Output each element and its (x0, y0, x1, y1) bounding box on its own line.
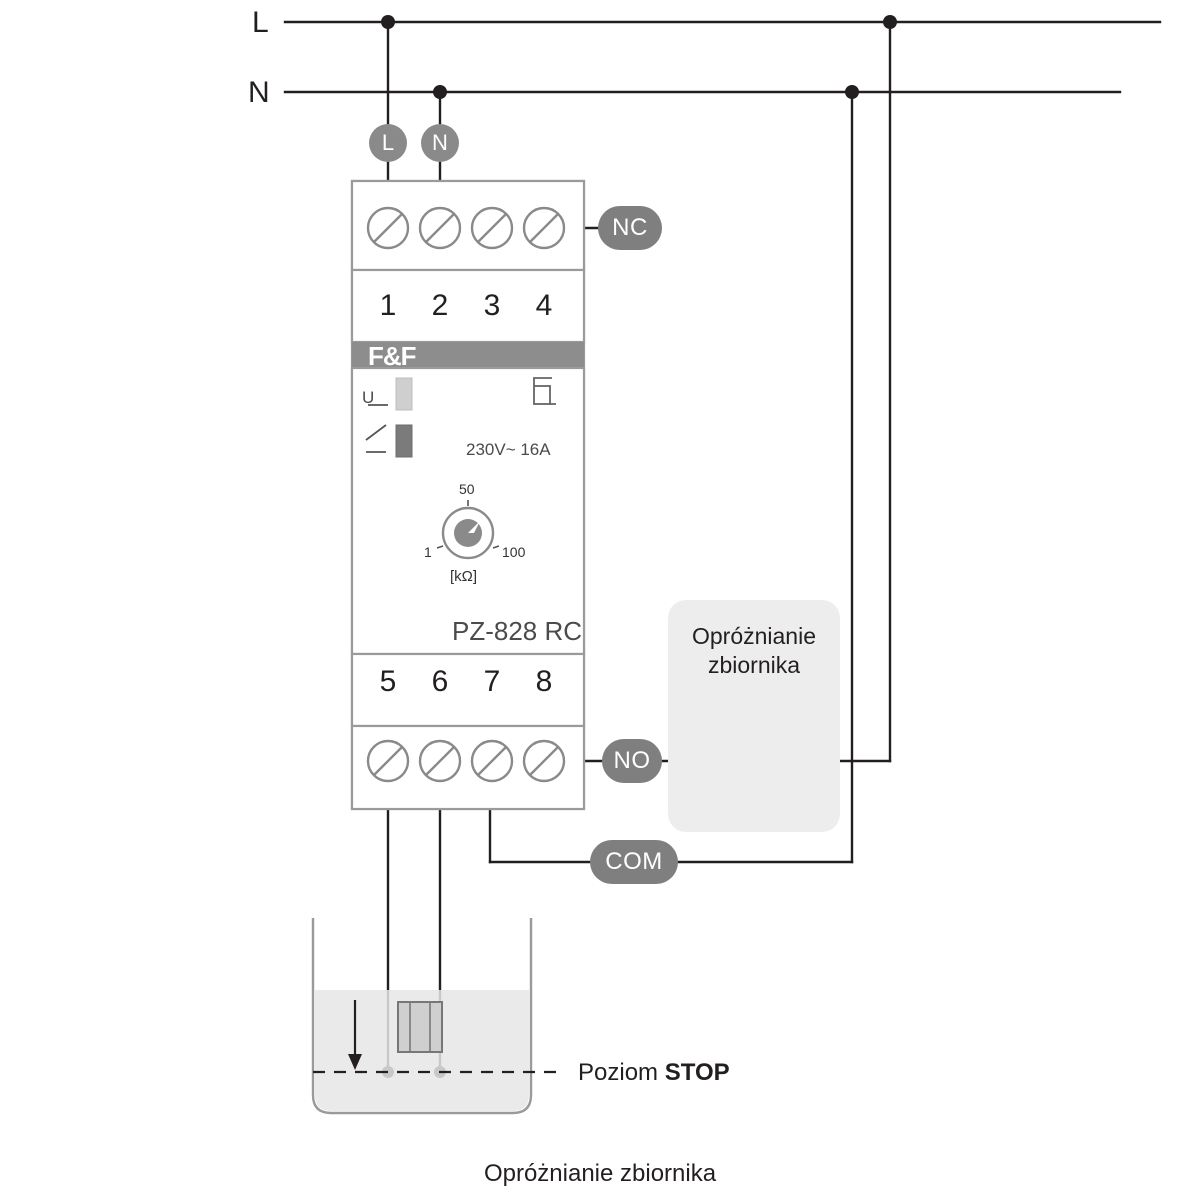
device-model: PZ-828 RC (452, 616, 583, 646)
knob-scale-left: 1 (424, 544, 432, 560)
rail-label-l: L (252, 6, 269, 39)
brand-logo: F&F (368, 341, 416, 371)
tank-graphic (313, 918, 556, 1113)
dot-n-drop (433, 85, 447, 99)
supply-terminal-l: L (369, 124, 407, 162)
knob-scale-top: 50 (459, 481, 475, 497)
stop-level-strong: STOP (664, 1059, 730, 1086)
device-rating: 230V~ 16A (466, 440, 551, 459)
contact-pill-nc: NC (598, 206, 662, 250)
stop-level-label (578, 1059, 730, 1087)
load-caption-line2: zbiornika (707, 652, 801, 678)
dot-l-drop (381, 15, 395, 29)
load-caption-line1: Opróżnianie (691, 623, 817, 649)
terminal-number-1: 1 (379, 289, 397, 322)
figure-caption: Opróżnianie zbiornika (483, 1160, 717, 1187)
terminal-number-5: 5 (379, 665, 397, 698)
dot-l-pump (883, 15, 897, 29)
indicator-label-u: U (362, 388, 375, 407)
knob-scale-unit: [kΩ] (450, 568, 478, 585)
knob-scale-right: 100 (502, 544, 526, 560)
terminal-number-8: 8 (535, 665, 553, 698)
contact-pill-com: COM (590, 840, 678, 884)
supply-terminal-n: N (421, 124, 459, 162)
terminal-number-6: 6 (431, 665, 449, 698)
terminal-number-7: 7 (483, 665, 501, 698)
stop-level-prefix: Poziom (578, 1059, 665, 1086)
dot-n-com (845, 85, 859, 99)
terminal-number-4: 4 (535, 289, 553, 322)
contact-pill-no: NO (602, 739, 662, 783)
terminal-number-3: 3 (483, 289, 501, 322)
rail-label-n: N (248, 76, 270, 109)
terminal-number-2: 2 (431, 289, 449, 322)
